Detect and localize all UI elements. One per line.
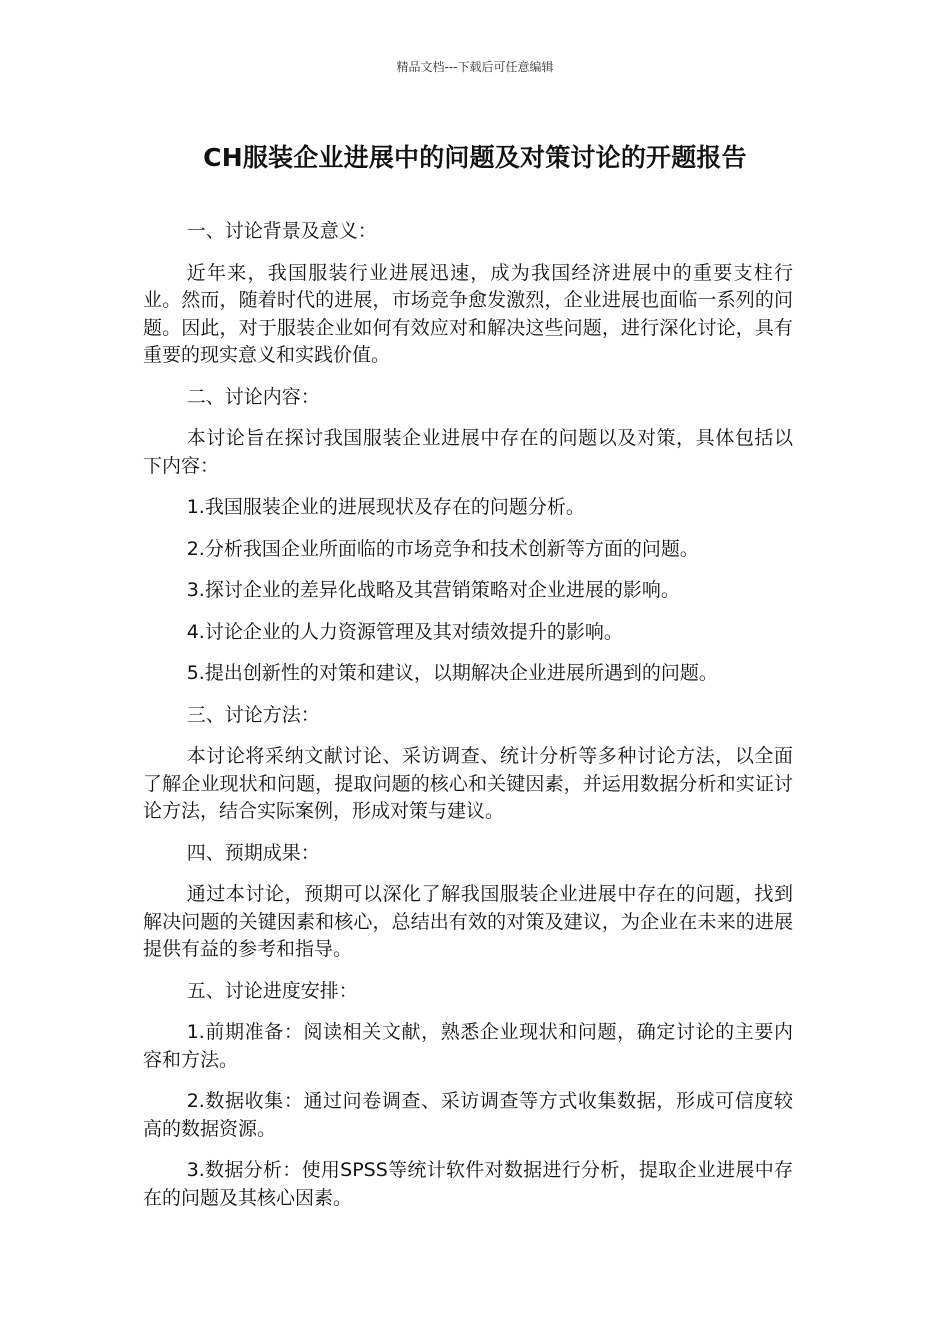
body-paragraph: 通过本讨论，预期可以深化了解我国服装企业进展中存在的问题，找到解决问题的关键因素和核心，总结出有效的对策及建议，为企业在未来的进展提供有益的参考和指导。 [143, 883, 793, 960]
list-item: 3.数据分析：使用SPSS等统计软件对数据进行分析，提取企业进展中存在的问题及其核心因素。 [143, 1159, 793, 1209]
list-item: 2.分析我国企业所面临的市场竞争和技术创新等方面的问题。 [186, 537, 699, 560]
section-heading-content: 二、讨论内容： [186, 385, 320, 408]
document-title: CH服装企业进展中的问题及对策讨论的开题报告 [203, 143, 747, 172]
section-heading-background: 一、讨论背景及意义： [186, 220, 377, 242]
document-body [143, 218, 793, 1226]
list-item: 1.我国服装企业的进展现状及存在的问题分析。 [186, 496, 585, 518]
body-paragraph: 近年来，我国服装行业进展迅速，成为我国经济进展中的重要支柱行业。然而，随着时代的进展，市场竞争愈发激烈，企业进展也面临一系列的问题。因此，对于服装企业如何有效应对和解决这些问题，进行深化讨论，具有重要的现实意义和实践价值。 [143, 261, 793, 366]
list-item: 5.提出创新性的对策和建议，以期解决企业进展所遇到的问题。 [186, 662, 718, 684]
header-note: 精品文档---下载后可任意编辑 [396, 60, 554, 74]
body-paragraph: 本讨论旨在探讨我国服装企业进展中存在的问题以及对策，具体包括以下内容： [143, 427, 793, 477]
list-item: 1.前期准备：阅读相关文献，熟悉企业现状和问题，确定讨论的主要内容和方法。 [143, 1021, 793, 1071]
list-item: 4.讨论企业的人力资源管理及其对绩效提升的影响。 [186, 620, 623, 643]
list-item: 2.数据收集：通过问卷调查、采访调查等方式收集数据，形成可信度较高的数据资源。 [143, 1090, 793, 1140]
section-heading-schedule: 五、讨论进度安排： [186, 979, 358, 1002]
section-heading-results: 四、预期成果： [186, 841, 320, 864]
body-paragraph: 本讨论将采纳文献讨论、采访调查、统计分析等多种讨论方法，以全面了解企业现状和问题，提取问题的核心和关键因素，并运用数据分析和实证讨论方法，结合实际案例，形成对策与建议。 [143, 745, 793, 822]
list-item: 3.探讨企业的差异化战略及其营销策略对企业进展的影响。 [186, 579, 680, 601]
section-heading-method: 三、讨论方法： [186, 703, 320, 726]
